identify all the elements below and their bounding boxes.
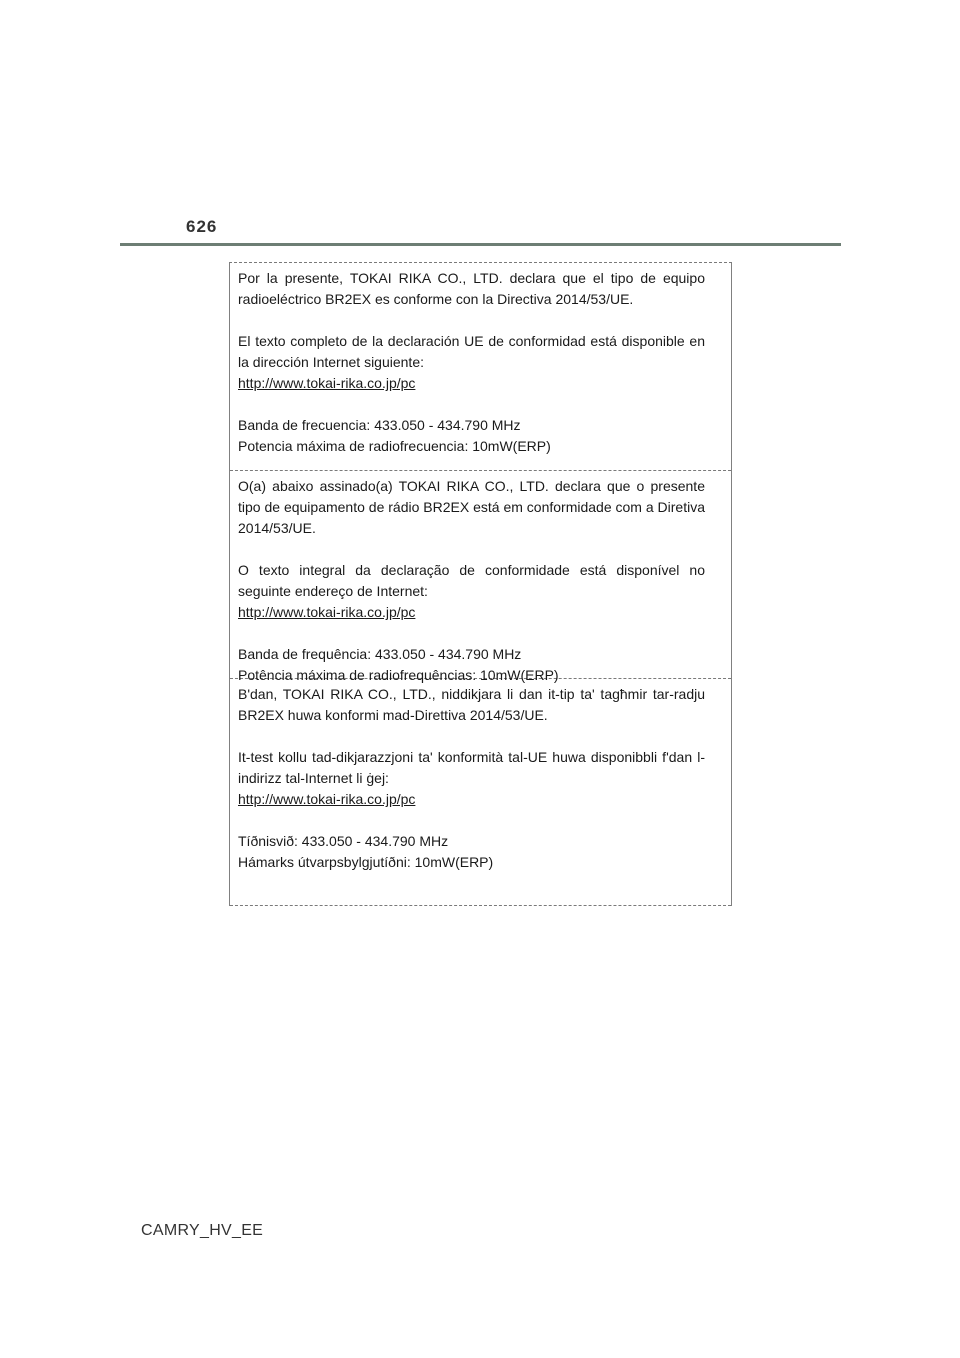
- max-power: Potência máxima de radiofrequências: 10mW(ERP): [238, 667, 559, 683]
- max-power: Potencia máxima de radiofrecuencia: 10mW(ERP): [238, 438, 551, 454]
- footer-code: CAMRY_HV_EE: [141, 1222, 264, 1239]
- declaration-statement: Por la presente, TOKAI RIKA CO., LTD. declara que el tipo de equipo radioeléctrico BR2EX es conforme con la Directiva 2014/53/UE.: [238, 270, 705, 307]
- page-number: 626: [186, 217, 218, 236]
- declaration-portuguese: [230, 471, 731, 683]
- declaration-spanish: [230, 263, 731, 471]
- declaration-url-link[interactable]: http://www.tokai-rika.co.jp/pc: [238, 604, 416, 620]
- declaration-url-link[interactable]: http://www.tokai-rika.co.jp/pc: [238, 375, 416, 391]
- declaration-url-link[interactable]: http://www.tokai-rika.co.jp/pc: [238, 791, 416, 807]
- declaration-maltese: [230, 679, 731, 906]
- declarations-box: [229, 262, 732, 906]
- declaration-statement: B'dan, TOKAI RIKA CO., LTD., niddikjara li dan it-tip ta' tagħmir tar-radju BR2EX huwa konformi mad-Direttiva 2014/53/UE.: [238, 686, 705, 723]
- declaration-statement: O(a) abaixo assinado(a) TOKAI RIKA CO., LTD. declara que o presente tipo de equipamento de rádio BR2EX está em conformidade com a Diretiva 2014/53/UE.: [238, 478, 705, 536]
- frequency-band: Banda de frequência: 433.050 - 434.790 MHz: [238, 646, 522, 662]
- declaration-availability: O texto integral da declaração de conformidade está disponível no seguinte endereço de Internet:: [238, 562, 705, 599]
- declaration-availability: It-test kollu tad-dikjarazzjoni ta' konformità tal-UE huwa disponibbli f'dan l-indirizz tal-Internet li ġej:: [238, 749, 705, 786]
- frequency-band: Banda de frecuencia: 433.050 - 434.790 MHz: [238, 417, 521, 433]
- frequency-band: Tíðnisvið: 433.050 - 434.790 MHz: [238, 833, 449, 849]
- declaration-availability: El texto completo de la declaración UE de conformidad está disponible en la dirección Internet siguiente:: [238, 333, 705, 370]
- header-rule: [120, 243, 841, 246]
- max-power: Hámarks útvarpsbylgjutíðni: 10mW(ERP): [238, 854, 494, 870]
